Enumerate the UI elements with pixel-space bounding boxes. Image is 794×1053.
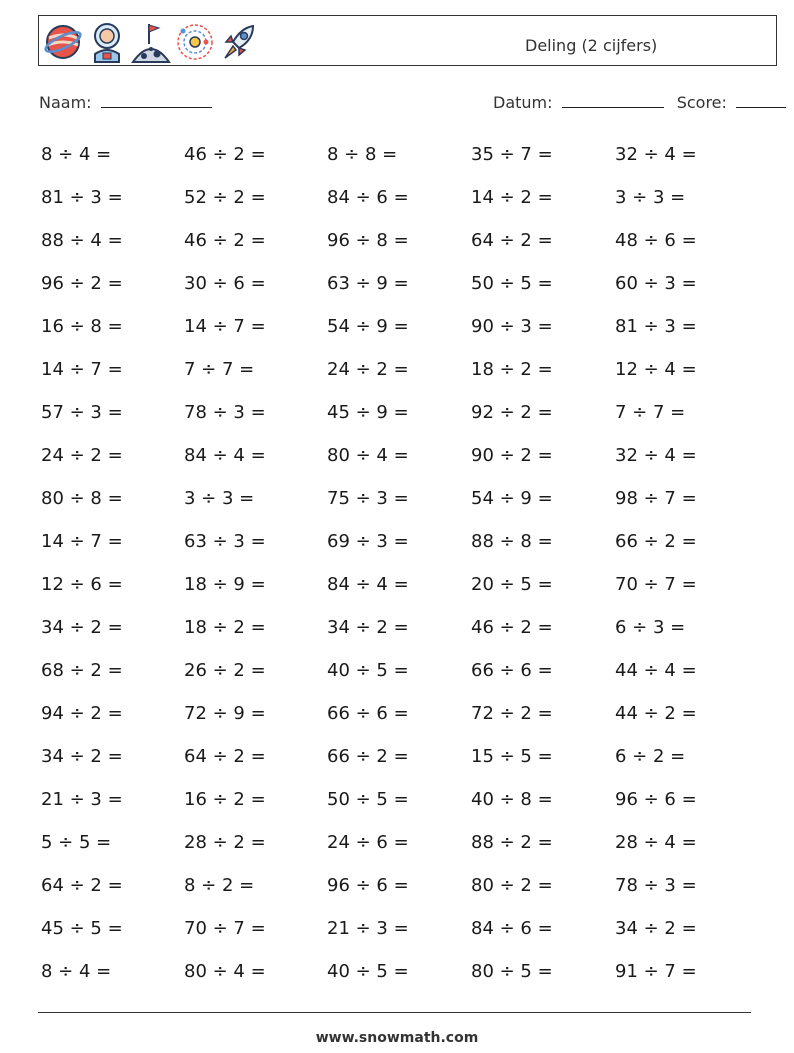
division-problem: 64 ÷ 2 =	[184, 746, 266, 767]
division-problem: 7 ÷ 7 =	[615, 402, 686, 423]
division-problem: 18 ÷ 2 =	[471, 359, 553, 380]
division-problem: 30 ÷ 6 =	[184, 273, 266, 294]
division-problem: 14 ÷ 7 =	[41, 531, 123, 552]
division-problem: 24 ÷ 6 =	[327, 832, 409, 853]
division-problem: 45 ÷ 9 =	[327, 402, 409, 423]
name-field[interactable]	[39, 93, 212, 112]
division-problem: 26 ÷ 2 =	[184, 660, 266, 681]
division-problem: 96 ÷ 2 =	[41, 273, 123, 294]
division-problem: 3 ÷ 3 =	[615, 187, 686, 208]
division-problem: 68 ÷ 2 =	[41, 660, 123, 681]
rocket-icon	[219, 20, 259, 64]
division-problem: 21 ÷ 3 =	[327, 918, 409, 939]
worksheet-title: Deling (2 cijfers)	[525, 36, 658, 55]
division-problem: 84 ÷ 6 =	[327, 187, 409, 208]
division-problem: 90 ÷ 2 =	[471, 445, 553, 466]
division-problem: 70 ÷ 7 =	[615, 574, 697, 595]
division-problem: 32 ÷ 4 =	[615, 144, 697, 165]
division-problem: 98 ÷ 7 =	[615, 488, 697, 509]
division-problem: 69 ÷ 3 =	[327, 531, 409, 552]
planet-icon	[43, 20, 83, 64]
header-icons	[43, 20, 259, 64]
division-problem: 8 ÷ 8 =	[327, 144, 398, 165]
division-problem: 16 ÷ 8 =	[41, 316, 123, 337]
division-problem: 46 ÷ 2 =	[471, 617, 553, 638]
division-problem: 40 ÷ 8 =	[471, 789, 553, 810]
division-problem: 50 ÷ 5 =	[471, 273, 553, 294]
division-problem: 57 ÷ 3 =	[41, 402, 123, 423]
division-problem: 72 ÷ 2 =	[471, 703, 553, 724]
division-problem: 28 ÷ 2 =	[184, 832, 266, 853]
division-problem: 34 ÷ 2 =	[327, 617, 409, 638]
solar-system-icon	[175, 20, 215, 64]
division-problem: 34 ÷ 2 =	[615, 918, 697, 939]
division-problem: 35 ÷ 7 =	[471, 144, 553, 165]
division-problem: 80 ÷ 8 =	[41, 488, 123, 509]
division-problem: 45 ÷ 5 =	[41, 918, 123, 939]
division-problem: 72 ÷ 9 =	[184, 703, 266, 724]
division-problem: 14 ÷ 7 =	[41, 359, 123, 380]
division-problem: 78 ÷ 3 =	[184, 402, 266, 423]
division-problem: 40 ÷ 5 =	[327, 660, 409, 681]
division-problem: 24 ÷ 2 =	[41, 445, 123, 466]
division-problem: 34 ÷ 2 =	[41, 746, 123, 767]
division-problem: 63 ÷ 3 =	[184, 531, 266, 552]
division-problem: 7 ÷ 7 =	[184, 359, 255, 380]
division-problem: 12 ÷ 4 =	[615, 359, 697, 380]
division-problem: 54 ÷ 9 =	[327, 316, 409, 337]
division-problem: 84 ÷ 6 =	[471, 918, 553, 939]
division-problem: 78 ÷ 3 =	[615, 875, 697, 896]
division-problem: 60 ÷ 3 =	[615, 273, 697, 294]
division-problem: 12 ÷ 6 =	[41, 574, 123, 595]
footer-url: www.snowmath.com	[315, 1030, 479, 1046]
division-problem: 90 ÷ 3 =	[471, 316, 553, 337]
division-problem: 40 ÷ 5 =	[327, 961, 409, 982]
astronaut-icon	[87, 20, 127, 64]
division-problem: 92 ÷ 2 =	[471, 402, 553, 423]
date-blank[interactable]	[562, 93, 664, 108]
division-problem: 14 ÷ 2 =	[471, 187, 553, 208]
division-problem: 94 ÷ 2 =	[41, 703, 123, 724]
date-score-fields	[493, 93, 786, 112]
division-problem: 80 ÷ 4 =	[184, 961, 266, 982]
division-problem: 6 ÷ 3 =	[615, 617, 686, 638]
division-problem: 75 ÷ 3 =	[327, 488, 409, 509]
division-problem: 34 ÷ 2 =	[41, 617, 123, 638]
division-problem: 15 ÷ 5 =	[471, 746, 553, 767]
division-problem: 66 ÷ 6 =	[327, 703, 409, 724]
division-problem: 14 ÷ 7 =	[184, 316, 266, 337]
division-problem: 80 ÷ 4 =	[327, 445, 409, 466]
division-problem: 6 ÷ 2 =	[615, 746, 686, 767]
division-problem: 28 ÷ 4 =	[615, 832, 697, 853]
score-label: Score:	[676, 93, 727, 112]
division-problem: 46 ÷ 2 =	[184, 144, 266, 165]
division-problem: 21 ÷ 3 =	[41, 789, 123, 810]
division-problem: 64 ÷ 2 =	[41, 875, 123, 896]
name-label: Naam:	[39, 93, 92, 112]
division-problem: 96 ÷ 6 =	[615, 789, 697, 810]
division-problem: 80 ÷ 2 =	[471, 875, 553, 896]
division-problem: 20 ÷ 5 =	[471, 574, 553, 595]
date-label: Datum:	[493, 93, 553, 112]
division-problem: 81 ÷ 3 =	[615, 316, 697, 337]
division-problem: 70 ÷ 7 =	[184, 918, 266, 939]
division-problem: 32 ÷ 4 =	[615, 445, 697, 466]
division-problem: 64 ÷ 2 =	[471, 230, 553, 251]
division-problem: 50 ÷ 5 =	[327, 789, 409, 810]
division-problem: 8 ÷ 4 =	[41, 961, 112, 982]
division-problem: 44 ÷ 4 =	[615, 660, 697, 681]
division-problem: 24 ÷ 2 =	[327, 359, 409, 380]
division-problem: 66 ÷ 2 =	[615, 531, 697, 552]
division-problem: 88 ÷ 2 =	[471, 832, 553, 853]
footer-divider	[38, 1012, 751, 1013]
division-problem: 63 ÷ 9 =	[327, 273, 409, 294]
division-problem: 8 ÷ 2 =	[184, 875, 255, 896]
score-blank[interactable]	[736, 93, 786, 108]
name-blank[interactable]	[101, 93, 212, 108]
division-problem: 16 ÷ 2 =	[184, 789, 266, 810]
division-problem: 54 ÷ 9 =	[471, 488, 553, 509]
worksheet-header	[38, 15, 777, 66]
division-problem: 88 ÷ 8 =	[471, 531, 553, 552]
division-problem: 91 ÷ 7 =	[615, 961, 697, 982]
division-problem: 48 ÷ 6 =	[615, 230, 697, 251]
moon-flag-icon	[131, 20, 171, 64]
division-problem: 80 ÷ 5 =	[471, 961, 553, 982]
division-problem: 3 ÷ 3 =	[184, 488, 255, 509]
division-problem: 5 ÷ 5 =	[41, 832, 112, 853]
division-problem: 66 ÷ 2 =	[327, 746, 409, 767]
division-problem: 52 ÷ 2 =	[184, 187, 266, 208]
division-problem: 44 ÷ 2 =	[615, 703, 697, 724]
division-problem: 96 ÷ 8 =	[327, 230, 409, 251]
division-problem: 84 ÷ 4 =	[327, 574, 409, 595]
division-problem: 46 ÷ 2 =	[184, 230, 266, 251]
division-problem: 81 ÷ 3 =	[41, 187, 123, 208]
division-problem: 66 ÷ 6 =	[471, 660, 553, 681]
division-problem: 8 ÷ 4 =	[41, 144, 112, 165]
division-problem: 96 ÷ 6 =	[327, 875, 409, 896]
division-problem: 84 ÷ 4 =	[184, 445, 266, 466]
division-problem: 18 ÷ 9 =	[184, 574, 266, 595]
division-problem: 18 ÷ 2 =	[184, 617, 266, 638]
division-problem: 88 ÷ 4 =	[41, 230, 123, 251]
